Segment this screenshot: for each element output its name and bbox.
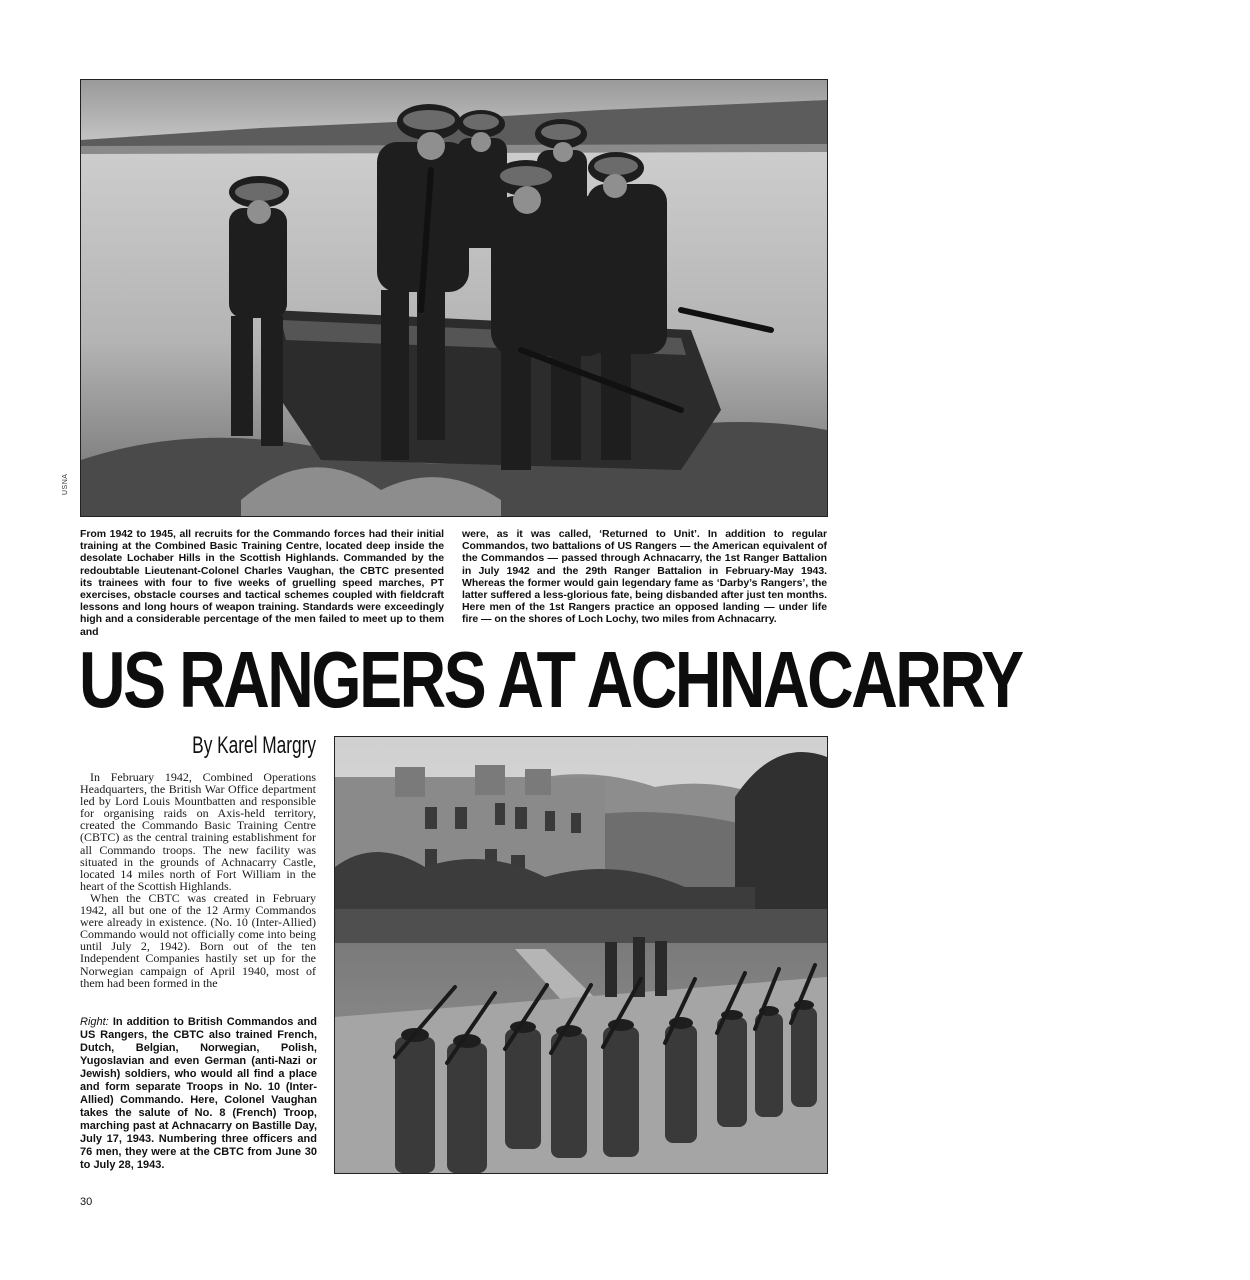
byline — [80, 732, 316, 760]
top-photo-caption-left: From 1942 to 1945, all recruits for the Commando forces had their initial training at the Combined Basic Training Centre, located deep inside the desolate Lochaber Hills in the Scottish Highlands. Commanded by the redoubtable Lieutenant-Colonel Charles Vaughan, the CBTC presented its trainees with four to five weeks of gruelling speed marches, PT exercises, obstacle courses and tactical schemes coupled with fieldcraft lessons and long hours of weapon training. Standards were exceedingly high and a considerable percentage of the men failed to meet up to them and — [80, 528, 444, 638]
article-body — [80, 771, 316, 989]
article-headline — [79, 635, 1022, 724]
caption-direction: Right: — [80, 1016, 109, 1028]
french-troop-parade-photo — [334, 736, 828, 1174]
headline-text: US RANGERS AT ACHNACARRY — [79, 635, 1022, 724]
bottom-photo-caption — [80, 1016, 317, 1172]
byline-text: By Karel Margry — [192, 732, 316, 759]
body-paragraph-2: When the CBTC was created in February 1942, all but one of the 12 Army Commandos were already in existence. (No. 10 (Inter-Allied) Commando would not officially come into being until July 2, 1942). Born out of the ten Independent Companies hastily set up for the Norwegian campaign of April 1940, most of them had been formed in the — [80, 890, 316, 990]
page-number: 30 — [80, 1196, 93, 1208]
rangers-landing-photo — [80, 79, 828, 517]
top-photo-caption-right: were, as it was called, ‘Returned to Unit’. In addition to regular Commandos, two battalions of US Rangers — the American equivalent of the Commandos — passed through Achnacarry, the 1st Ranger Battalion in July 1942 and the 29th Ranger Battalion in February-May 1943. Whereas the former would gain legendary fame as ‘Darby’s Rangers’, the latter suffered a less-glorious fate, being disbanded after just ten months. Here men of the 1st Rangers practice an opposed landing — under life fire — on the shores of Loch Lochy, two miles from Achnacarry. — [462, 528, 827, 626]
rangers-landing-illustration — [81, 80, 827, 516]
body-paragraph-1: In February 1942, Combined Operations Headquarters, the British War Office department led by Lord Louis Mountbatten and responsible for organising raids on Axis-held territory, created the Commando Basic Training Centre (CBTC) as the central training establishment for all Commando troops. The new facility was situated in the grounds of Achnacarry Castle, located 14 miles north of Fort William in the heart of the Scottish Highlands. — [80, 770, 316, 893]
castle-parade-illustration — [335, 737, 827, 1173]
caption-text: In addition to British Commandos and US Rangers, the CBTC also trained French, Dutch, Belgian, Norwegian, Polish, Yugoslavian and even German (anti-Nazi or Jewish) soldiers, who would all find a place and form separate Troops in No. 10 (Inter-Allied) Commando. Here, Colonel Vaughan takes the salute of No. 8 (French) Troop, marching past at Achnacarry on Bastille Day, July 17, 1943. Numbering three officers and 76 men, they were at the CBTC from June 30 to July 28, 1943. — [80, 1016, 317, 1171]
photo-credit: USNA — [62, 473, 69, 495]
